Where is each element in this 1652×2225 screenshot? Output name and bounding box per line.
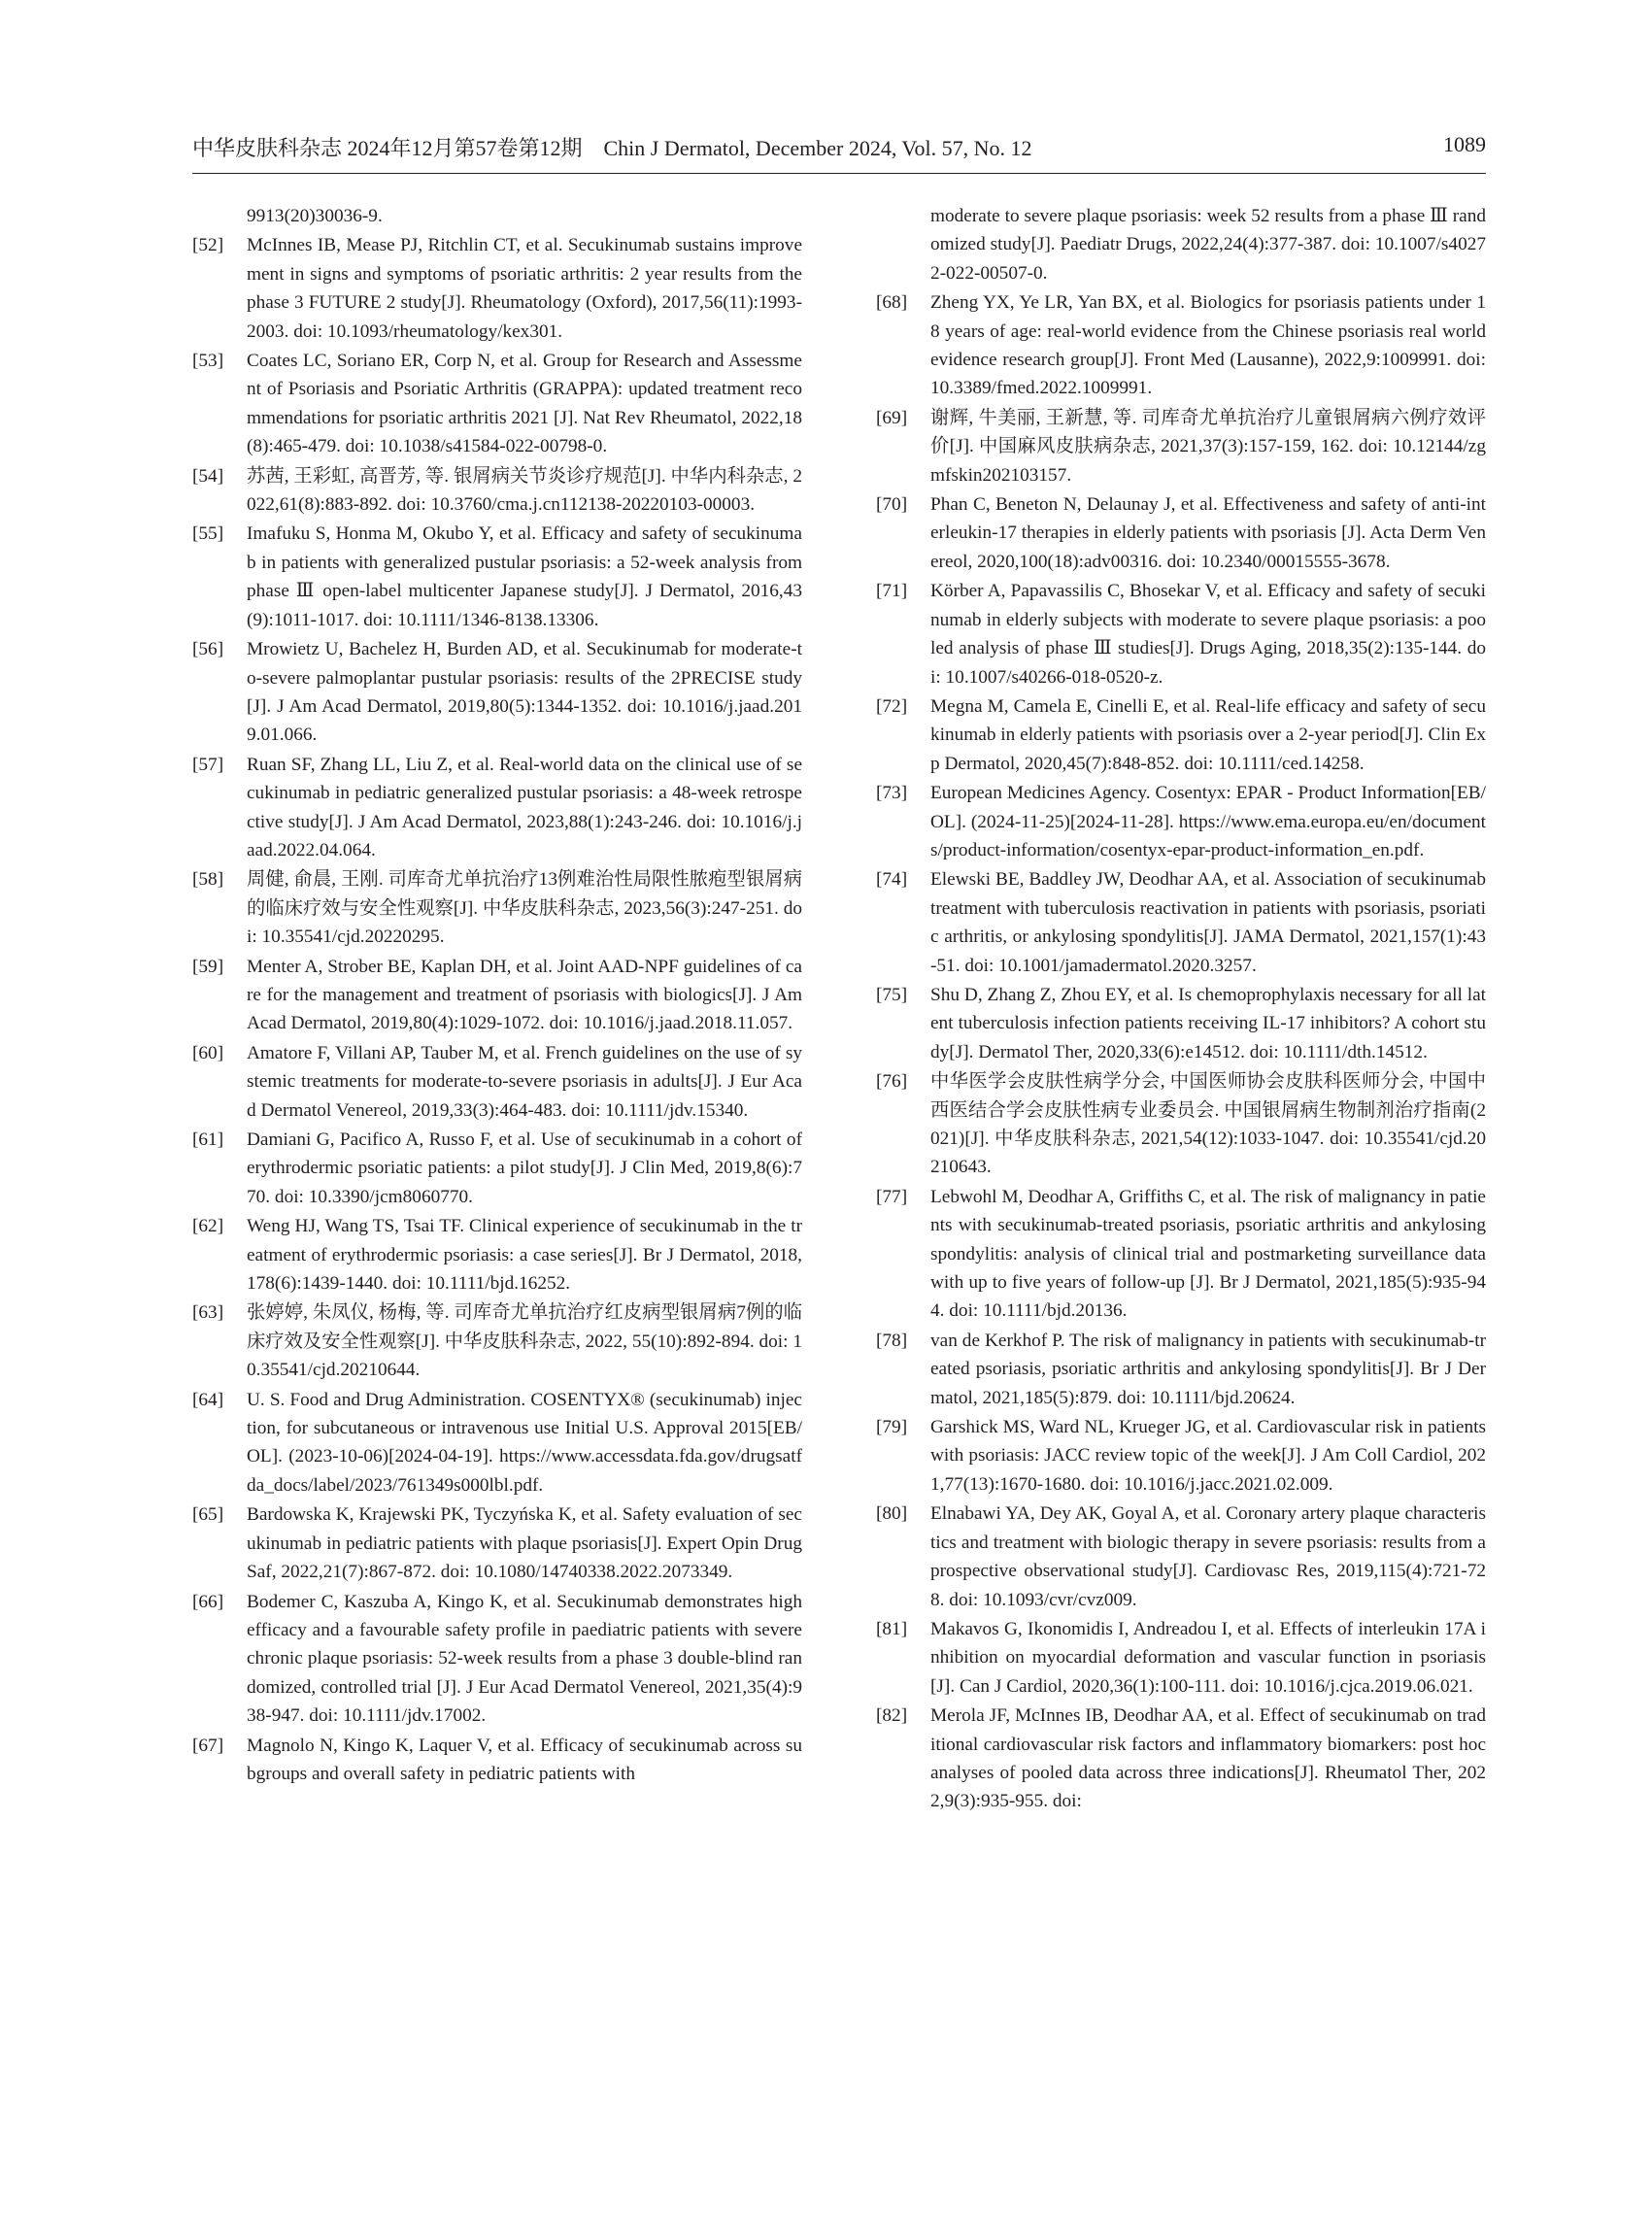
reference-entry <box>192 1386 802 1500</box>
reference-number: [53] <box>192 351 224 372</box>
reference-entry <box>192 865 802 951</box>
reference-text: European Medicines Agency. Cosentyx: EPAR - Product Information[EB/OL]. (2024-11-25)[2024-11-28]. https://www.ema.europa.eu/en/documents/product-information/cosentyx-epar-product-information_en.pdf. <box>930 783 1486 860</box>
reference-entry <box>876 1183 1486 1326</box>
reference-number: [80] <box>876 1503 908 1525</box>
reference-entry <box>192 953 802 1038</box>
reference-text: Elnabawi YA, Dey AK, Goyal A, et al. Coronary artery plaque characteristics and treatment with biologic therapy in severe psoriasis: results from a prospective observational study[J]. Cardiovasc Res, 2019,115(4):721-728. doi: 10.1093/cvr/cvz009. <box>930 1503 1486 1610</box>
reference-entry <box>192 1732 802 1789</box>
reference-column-left <box>192 202 802 1789</box>
reference-entry <box>876 1500 1486 1614</box>
reference-number: [69] <box>876 407 908 428</box>
reference-entry <box>876 1615 1486 1701</box>
reference-entry <box>192 1298 802 1384</box>
reference-text: Menter A, Strober BE, Kaplan DH, et al. Joint AAD-NPF guidelines of care for the management and treatment of psoriasis with biologics[J]. J Am Acad Dermatol, 2019,80(4):1029-1072. doi: 10.1016/j.jaad.2018.11.057. <box>247 956 802 1034</box>
reference-number: [77] <box>876 1186 908 1207</box>
reference-number: [61] <box>192 1129 224 1150</box>
reference-text: Weng HJ, Wang TS, Tsai TF. Clinical experience of secukinumab in the treatment of erythrodermic psoriasis: a case series[J]. Br J Dermatol, 2018,178(6):1439-1440. doi: 10.1111/bjd.16252. <box>247 1216 802 1295</box>
reference-text: Merola JF, McInnes IB, Deodhar AA, et al. Effect of secukinumab on traditional cardiovascular risk factors and inflammatory biomarkers: post hoc analyses of pooled data across three indications[J]. Rheumatol Ther, 2022,9(3):935-955. doi: <box>930 1705 1486 1812</box>
reference-entry <box>876 1702 1486 1816</box>
reference-text: U. S. Food and Drug Administration. COSENTYX® (secukinumab) injection, for subcutaneous or intravenous use Initial U.S. Approval 2015[EB/OL]. (2023-10-06)[2024-04-19]. https://www.accessdata.fda.gov/drugsatfda_docs/label/2023/761349s000lbl.pdf. <box>247 1389 802 1496</box>
reference-number: [58] <box>192 869 224 891</box>
reference-entry <box>192 1500 802 1586</box>
reference-entry <box>192 1588 802 1731</box>
reference-entry <box>876 577 1486 691</box>
reference-entry <box>192 202 802 230</box>
reference-entry <box>192 520 802 634</box>
header-divider <box>192 173 1486 174</box>
reference-number: [59] <box>192 956 224 977</box>
page-number: 1089 <box>1443 132 1486 156</box>
reference-number: [76] <box>876 1071 908 1093</box>
reference-text: Lebwohl M, Deodhar A, Griffiths C, et al. The risk of malignancy in patients with secukinumab-treated psoriasis, psoriatic arthritis and ankylosing spondylitis: analysis of clinical trial and postmarketing surveillance data with up to five years of follow-up [J]. Br J Dermatol, 2021,185(5):935-944. doi: 10.1111/bjd.20136. <box>930 1186 1486 1322</box>
reference-entry <box>876 1067 1486 1182</box>
reference-text: Shu D, Zhang Z, Zhou EY, et al. Is chemoprophylaxis necessary for all latent tuberculosis infection patients receiving IL-17 inhibitors? A cohort study[J]. Dermatol Ther, 2020,33(6):e14512. doi: 10.1111/dth.14512. <box>930 984 1486 1062</box>
reference-number: [71] <box>876 581 908 602</box>
reference-text: Magnolo N, Kingo K, Laquer V, et al. Efficacy of secukinumab across subgroups and overall safety in pediatric patients with <box>247 1735 802 1784</box>
reference-text: Coates LC, Soriano ER, Corp N, et al. Group for Research and Assessment of Psoriasis and Psoriatic Arthritis (GRAPPA): updated treatment recommendations for psoriatic arthritis 2021 [J]. Nat Rev Rheumatol, 2022,18(8):465-479. doi: 10.1038/s41584-022-00798-0. <box>247 351 802 457</box>
reference-number: [52] <box>192 235 224 256</box>
reference-entry <box>192 635 802 750</box>
reference-number: [68] <box>876 292 908 314</box>
reference-number: [73] <box>876 783 908 804</box>
reference-text: 谢辉, 牛美丽, 王新慧, 等. 司库奇尤单抗治疗儿童银屑病六例疗效评价[J]. 中国麻风皮肤病杂志, 2021,37(3):157-159, 162. doi: 10.12144/zgmfskin202103157. <box>930 407 1486 486</box>
reference-number: [78] <box>876 1330 908 1351</box>
reference-number: [72] <box>876 695 908 717</box>
reference-text: Imafuku S, Honma M, Okubo Y, et al. Efficacy and safety of secukinumab in patients with generalized pustular psoriasis: a 52-week analysis from phase Ⅲ open-label multicenter Japanese study[J]. J Dermatol, 2016,43(9):1011-1017. doi: 10.1111/1346-8138.13306. <box>247 523 802 630</box>
reference-entry <box>192 1126 802 1211</box>
reference-number: [56] <box>192 639 224 660</box>
reference-entry <box>192 462 802 520</box>
reference-text: van de Kerkhof P. The risk of malignancy in patients with secukinumab-treated psoriasis, psoriatic arthritis and ankylosing spondylitis[J]. Br J Dermatol, 2021,185(5):879. doi: 10.1111/bjd.20624. <box>930 1330 1486 1408</box>
reference-number: [57] <box>192 754 224 775</box>
reference-number: [79] <box>876 1417 908 1438</box>
reference-column-right <box>876 202 1486 1817</box>
reference-text: Elewski BE, Baddley JW, Deodhar AA, et al. Association of secukinumab treatment with tuberculosis reactivation in patients with psoriasis, psoriatic arthritis, or ankylosing spondylitis[J]. JAMA Dermatol, 2021,157(1):43-51. doi: 10.1001/jamadermatol.2020.3257. <box>930 869 1486 976</box>
reference-number: [67] <box>192 1735 224 1756</box>
reference-number: [64] <box>192 1389 224 1410</box>
reference-entry <box>192 1212 802 1298</box>
reference-text: 苏茜, 王彩虹, 高晋芳, 等. 银屑病关节炎诊疗规范[J]. 中华内科杂志, 2022,61(8):883-892. doi: 10.3760/cma.j.cn112138-20220103-00003. <box>247 465 802 516</box>
reference-text: 9913(20)30036-9. <box>247 206 383 226</box>
reference-number: [54] <box>192 465 224 487</box>
reference-entry <box>192 347 802 461</box>
reference-entry <box>876 865 1486 980</box>
reference-text: Zheng YX, Ye LR, Yan BX, et al. Biologics for psoriasis patients under 18 years of age: real-world evidence from the Chinese psoriasis real world evidence research group[J]. Front Med (Lausanne), 2022,9:1009991. doi: 10.3389/fmed.2022.1009991. <box>930 292 1486 399</box>
reference-text: Makavos G, Ikonomidis I, Andreadou I, et al. Effects of interleukin 17A inhibition on myocardial deformation and vascular function in psoriasis[J]. Can J Cardiol, 2020,36(1):100-111. doi: 10.1016/j.cjca.2019.06.021. <box>930 1618 1486 1697</box>
reference-text: Damiani G, Pacifico A, Russo F, et al. Use of secukinumab in a cohort of erythrodermic psoriatic patients: a pilot study[J]. J Clin Med, 2019,8(6):770. doi: 10.3390/jcm8060770. <box>247 1129 802 1207</box>
reference-text: Ruan SF, Zhang LL, Liu Z, et al. Real-world data on the clinical use of secukinumab in pediatric generalized pustular psoriasis: a 48-week retrospective study[J]. J Am Acad Dermatol, 2023,88(1):243-246. doi: 10.1016/j.jaad.2022.04.064. <box>247 754 802 860</box>
reference-number: [55] <box>192 523 224 545</box>
reference-number: [66] <box>192 1591 224 1612</box>
reference-entry <box>876 288 1486 403</box>
reference-text: Bardowska K, Krajewski PK, Tyczyńska K, et al. Safety evaluation of secukinumab in pediatric patients with plaque psoriasis[J]. Expert Opin Drug Saf, 2022,21(7):867-872. doi: 10.1080/14740338.2022.2073349. <box>247 1504 802 1583</box>
reference-number: [63] <box>192 1302 224 1324</box>
reference-entry <box>876 692 1486 778</box>
reference-text: Bodemer C, Kaszuba A, Kingo K, et al. Secukinumab demonstrates high efficacy and a favourable safety profile in paediatric patients with severe chronic plaque psoriasis: 52-week results from a phase 3 double-blind randomized, controlled trial [J]. J Eur Acad Dermatol Venereol, 2021,35(4):938-947. doi: 10.1111/jdv.17002. <box>247 1591 802 1727</box>
reference-text: Amatore F, Villani AP, Tauber M, et al. French guidelines on the use of systemic treatments for moderate-to-severe psoriasis in adults[J]. J Eur Acad Dermatol Venereol, 2019,33(3):464-483. doi: 10.1111/jdv.15340. <box>247 1042 802 1121</box>
reference-number: [65] <box>192 1504 224 1526</box>
reference-entry <box>876 1327 1486 1412</box>
reference-entry <box>876 202 1486 287</box>
reference-text: McInnes IB, Mease PJ, Ritchlin CT, et al. Secukinumab sustains improvement in signs and symptoms of psoriatic arthritis: 2 year results from the phase 3 FUTURE 2 study[J]. Rheumatology (Oxford), 2017,56(11):1993-2003. doi: 10.1093/rheumatology/kex301. <box>247 235 802 342</box>
running-header <box>192 132 1486 171</box>
reference-entry <box>876 1413 1486 1499</box>
reference-number: [75] <box>876 984 908 1005</box>
reference-entry <box>192 751 802 865</box>
reference-entry <box>876 981 1486 1066</box>
reference-text: Megna M, Camela E, Cinelli E, et al. Real-life efficacy and safety of secukinumab in elderly patients with psoriasis over a 2-year period[J]. Clin Exp Dermatol, 2020,45(7):848-852. doi: 10.1111/ced.14258. <box>930 695 1486 774</box>
reference-number: [62] <box>192 1216 224 1237</box>
reference-entry <box>876 490 1486 576</box>
reference-text: 张婷婷, 朱凤仪, 杨梅, 等. 司库奇尤单抗治疗红皮病型银屑病7例的临床疗效及安全性观察[J]. 中华皮肤科杂志, 2022, 55(10):892-894. doi: 10.35541/cjd.20210644. <box>247 1302 802 1381</box>
reference-number: [82] <box>876 1705 908 1727</box>
reference-text: 周健, 俞晨, 王刚. 司库奇尤单抗治疗13例难治性局限性脓疱型银屑病的临床疗效与安全性观察[J]. 中华皮肤科杂志, 2023,56(3):247-251. doi: 10.35541/cjd.20220295. <box>247 869 802 948</box>
reference-entry <box>876 404 1486 489</box>
reference-entry <box>192 1039 802 1125</box>
reference-entry <box>876 779 1486 864</box>
reference-text: Phan C, Beneton N, Delaunay J, et al. Effectiveness and safety of anti-interleukin-17 therapies in elderly patients with psoriasis [J]. Acta Derm Venereol, 2020,100(18):adv00316. doi: 10.2340/00015555-3678. <box>930 494 1486 572</box>
reference-text: Garshick MS, Ward NL, Krueger JG, et al. Cardiovascular risk in patients with psoriasis: JACC review topic of the week[J]. J Am Coll Cardiol, 2021,77(13):1670-1680. doi: 10.1016/j.jacc.2021.02.009. <box>930 1417 1486 1495</box>
reference-entry <box>192 231 802 346</box>
reference-number: [60] <box>192 1042 224 1063</box>
reference-text: 中华医学会皮肤性病学分会, 中国医师协会皮肤科医师分会, 中国中西医结合学会皮肤性病专业委员会. 中国银屑病生物制剂治疗指南(2021)[J]. 中华皮肤科杂志, 2021,54(12):1033-1047. doi: 10.35541/cjd.20210643. <box>930 1071 1486 1178</box>
reference-number: [70] <box>876 494 908 516</box>
journal-citation: 中华皮肤科杂志 2024年12月第57卷第12期 Chin J Dermatol, December 2024, Vol. 57, No. 12 <box>192 136 1032 160</box>
reference-text: Mrowietz U, Bachelez H, Burden AD, et al. Secukinumab for moderate-to-severe palmoplantar pustular psoriasis: results of the 2PRECISE study[J]. J Am Acad Dermatol, 2019,80(5):1344-1352. doi: 10.1016/j.jaad.2019.01.066. <box>247 639 802 746</box>
reference-number: [74] <box>876 869 908 891</box>
reference-number: [81] <box>876 1618 908 1639</box>
reference-text: moderate to severe plaque psoriasis: week 52 results from a phase Ⅲ randomized study[J]. Paediatr Drugs, 2022,24(4):377-387. doi: 10.1007/s40272-022-00507-0. <box>930 206 1486 284</box>
reference-text: Körber A, Papavassilis C, Bhosekar V, et al. Efficacy and safety of secukinumab in elderly subjects with moderate to severe plaque psoriasis: a pooled analysis of phase Ⅲ studies[J]. Drugs Aging, 2018,35(2):135-144. doi: 10.1007/s40266-018-0520-z. <box>930 581 1486 688</box>
